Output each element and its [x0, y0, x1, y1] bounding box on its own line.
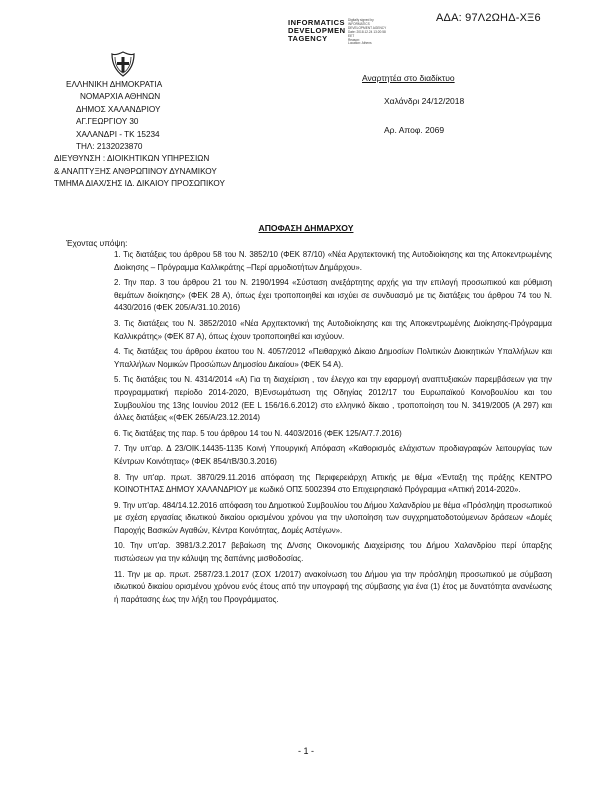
list-item: 2. Την παρ. 3 του άρθρου 21 του Ν. 2190/1994 «Σύσταση ανεξάρτητης αρχής για την επιλογή προσωπικού και ρύθμιση θεμάτων διοίκησης» (ΦΕΚ 28 Α), όπως έχει τροποποιηθεί και ισχύει σε συνδυασμό με τις διατάξεις του άρθρου 74 του Ν. 4430/2016 (ΦΕΚ 205/Α/31.10.2016) — [114, 278, 552, 313]
list-item: 5. Τις διατάξεις του Ν. 4314/2014 «Α) Για τη διαχείριση , τον έλεγχο και την εφαρμογή αναπτυξιακών παρεμβάσεων για την προγραμματική περίοδο 2014-2020, Β)Ενσωμάτωση της Οδηγίας 2012/17 του Ευρωπαϊκού Κοινοβουλίου και του Συμβουλίου της 13ης Ιουνίου 2012 (ΕΕ L 156/16.6.2012) στο ελληνικό δίκαιο , τροποποίηση του Ν. 3419/2005 (Α 297) και άλλες διατάξεις «(ΦΕΚ 265/Α/23.12.2014) — [114, 375, 552, 423]
header-address: ΑΓ.ΓΕΩΡΓΙΟΥ 30 — [76, 117, 139, 127]
greek-coat-of-arms-icon — [110, 51, 136, 77]
header-department: ΤΜΗΜΑ ΔΙΑΧ/ΣΗΣ ΙΔ. ΔΙΚΑΙΟΥ ΠΡΟΣΩΠΙΚΟΥ — [54, 179, 225, 189]
list-item: 4. Τις διατάξεις του άρθρου έκατου του Ν. 4057/2012 «Πειθαρχικό Δίκαιο Δημοσίων Πολιτικών Διοικητικών Υπαλλήλων και Υπαλλήλων Νομικών Προσώπων Δημοσίου Δικαίου» (ΦΕΚ 54 Α). — [114, 347, 552, 369]
agency-line-1: INFORMATICS — [288, 18, 346, 27]
signature-details — [348, 19, 408, 46]
signature-detail: DEVELOPMENT AGENCY — [348, 25, 387, 30]
list-item: 9. Την υπ'αρ. 484/14.12.2016 απόφαση του Δημοτικού Συμβουλίου του Δήμου Χαλανδρίου με θέμα «Πρόσληψη προσωπικού με σχέση εργασίας ιδιωτικού δικαίου ορισμένου χρόνου για την υλοποίηση των συγχρηματοδοτούμενων δράσεων «Δομές Παροχής Βασικών Αγαθών, Κέντρα Κοινότητας, Δομές Αστέγων». — [114, 500, 552, 535]
signature-detail: Digitally signed by — [348, 18, 374, 22]
ada-code: ΑΔΑ: 97Λ2ΩΗΔ-ΧΞ6 — [436, 12, 541, 24]
signature-detail: Location: Athens — [348, 41, 372, 46]
signature-detail: EET — [348, 33, 355, 38]
list-item: 3. Τις διατάξεις του Ν. 3852/2010 «Νέα Αρχιτεκτονική της Αυτοδιοίκησης και της Αποκεντρωμένης Διοίκησης-Πρόγραμμα Καλλικράτης» (ΦΕΚ 87 Α), όπως έχουν τροποποιηθεί και ισχύουν. — [114, 318, 552, 341]
issuer-header — [54, 79, 225, 191]
digital-signature-block — [288, 18, 408, 46]
list-item: 8. Την υπ'αρ. πρωτ. 3870/29.11.2016 απόφαση της Περιφερειάρχη Αττικής με θέμα «Ένταξη της πράξης ΚΕΝΤΡΟ ΚΟΙΝΟΤΗΤΑΣ ΔΗΜΟΥ ΧΑΛΑΝΔΡΙΟΥ με κωδικό ΟΠΣ 5002394 στο Επιχειρησιακό Πρόγραμμα «Αττική 2014-2020». — [114, 472, 552, 495]
preamble-lead: Έχοντας υπόψη: — [66, 238, 128, 248]
list-item: 6. Τις διατάξεις της παρ. 5 του άρθρου 14 του Ν. 4403/2016 (ΦΕΚ 125/Α/7.7.2016) — [114, 428, 402, 438]
page-number: - 1 - — [297, 746, 314, 756]
header-postcode: ΧΑΛΑΝΔΡΙ - ΤΚ 15234 — [76, 129, 160, 139]
header-directorate-cont: & ΑΝΑΠΤΥΞΗΣ ΑΝΘΡΩΠΙΝΟΥ ΔΥΝΑΜΙΚΟΥ — [54, 166, 217, 176]
list-item: 11. Την με αρ. πρωτ. 2587/23.1.2017 (ΣΟΧ 1/2017) ανακοίνωση του Δήμου για την πρόσληψη προσωπικού με σύμβαση ιδιωτικού δικαίου ορισμένου χρόνου ενός έτους από την υπογραφή της σύμβασης για ένα (1) έτος με δυνατότητα ανανέωσης ή παράτασης έως την λήξη του Προγράμματος. — [114, 569, 552, 604]
list-item: 7. Την υπ'αρ. Δ 23/ΟΙΚ.14435-1135 Κοινή Υπουργική Απόφαση «Καθορισμός ελάχιστων προδιαγραφών λειτουργίας των Κέντρων Κοινότητας» (ΦΕΚ 854/τΒ/30.3.2016) — [114, 444, 552, 466]
signature-detail: INFORMATICS — [348, 21, 370, 26]
posting-note: Αναρτητέα στο διαδίκτυο — [362, 73, 455, 83]
header-directorate: ΔΙΕΥΘΥΝΣΗ : ΔΙΟΙΚΗΤΙΚΩΝ ΥΠΗΡΕΣΙΩΝ — [54, 154, 210, 164]
document-date: Χαλάνδρι 24/12/2018 — [384, 96, 465, 106]
agency-line-2: DEVELOPMEN — [288, 26, 346, 35]
list-item: 10. Την υπ'αρ. 3981/3.2.2017 βεβαίωση της Δ/νσης Οικονομικής Διαχείρισης του Δήμου Χαλανδρίου περί ύπαρξης πιστώσεων για την κάλυψη της δαπάνης μισθοδοσίας. — [114, 541, 552, 564]
header-prefecture: ΝΟΜΑΡΧΙΑ ΑΘΗΝΩΝ — [80, 92, 161, 102]
header-country: ΕΛΛΗΝΙΚΗ ΔΗΜΟΚΡΑΤΙΑ — [66, 80, 163, 89]
agency-line-3: TAGENCY — [288, 34, 328, 43]
considerations-list — [114, 249, 552, 609]
decision-number: Αρ. Αποφ. 2069 — [384, 125, 445, 135]
header-phone: ΤΗΛ: 2132023870 — [76, 142, 143, 152]
signature-detail: Date: 2018.12.24 13:20:58 — [348, 29, 386, 34]
document-title: ΑΠΟΦΑΣΗ ΔΗΜΑΡΧΟΥ — [258, 223, 354, 233]
header-municipality: ΔΗΜΟΣ ΧΑΛΑΝΔΡΙΟΥ — [76, 104, 161, 114]
list-item: 1. Τις διατάξεις του άρθρου 58 του Ν. 3852/10 (ΦΕΚ 87/10) «Νέα Αρχιτεκτονική της Αυτοδιοίκησης και της Αποκεντρωμένης Διοίκησης – Πρόγραμμα Καλλικράτης –Περί αρμοδιοτήτων Δημάρχου». — [114, 250, 552, 272]
signature-detail: Reason: — [348, 37, 360, 42]
